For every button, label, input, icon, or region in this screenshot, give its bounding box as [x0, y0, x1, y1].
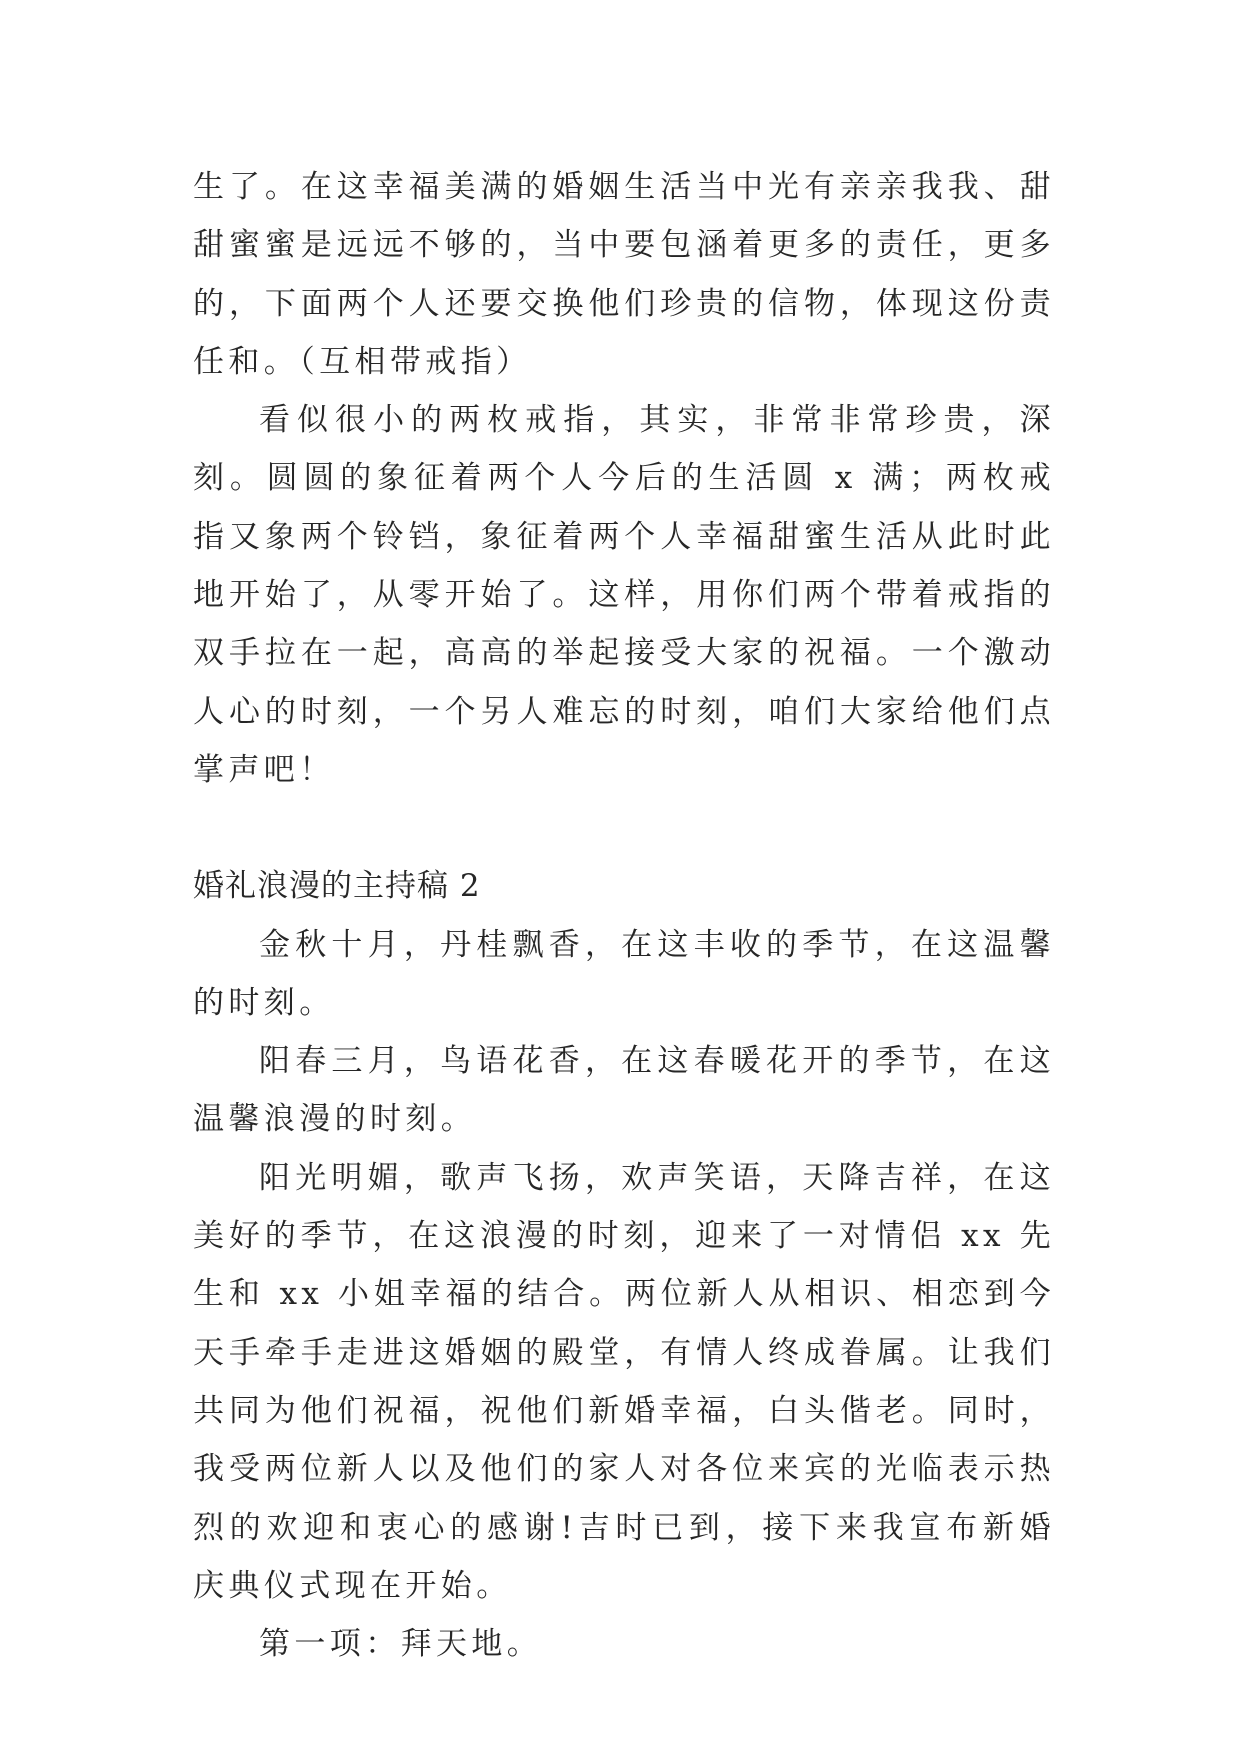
- paragraph-continuation: 生了。在这幸福美满的婚姻生活当中光有亲亲我我、甜甜蜜蜜是远远不够的，当中要包涵着更多的责任，更多的，下面两个人还要交换他们珍贵的信物，体现这份责任和。（互相带戒指）: [193, 169, 1055, 380]
- paragraph-spring: 阳春三月，鸟语花香，在这春暖花开的季节，在这温馨浪漫的时刻。: [193, 1043, 1055, 1138]
- paragraph-rings: 看似很小的两枚戒指，其实，非常非常珍贵，深刻。圆圆的象征着两个人今后的生活圆 x 满；两枚戒指又象两个铃铛，象征着两个人幸福甜蜜生活从此时此地开始了，从零开始了。这样，用你们两个带着戒指的双手拉在一起，高高的举起接受大家的祝福。一个激动人心的时刻，一个另人难忘的时刻，咱们大家给他们点掌声吧！: [193, 402, 1055, 788]
- section-title: 婚礼浪漫的主持稿 2: [193, 868, 481, 905]
- document-body: [193, 158, 1055, 1673]
- paragraph-opening: 阳光明媚，歌声飞扬，欢声笑语，天降吉祥，在这美好的季节，在这浪漫的时刻，迎来了一对情侣 xx 先生和 xx 小姐幸福的结合。两位新人从相识、相恋到今天手牵手走进这婚姻的殿堂，有情人终成眷属。让我们共同为他们祝福，祝他们新婚幸福，白头偕老。同时，我受两位新人以及他们的家人对各位来宾的光临表示热烈的欢迎和衷心的感谢!吉时已到，接下来我宣布新婚庆典仪式现在开始。: [193, 1159, 1055, 1604]
- paragraph-first-item: 第一项：拜天地。: [259, 1626, 543, 1663]
- paragraph-autumn: 金秋十月，丹桂飘香，在这丰收的季节，在这温馨的时刻。: [193, 926, 1055, 1021]
